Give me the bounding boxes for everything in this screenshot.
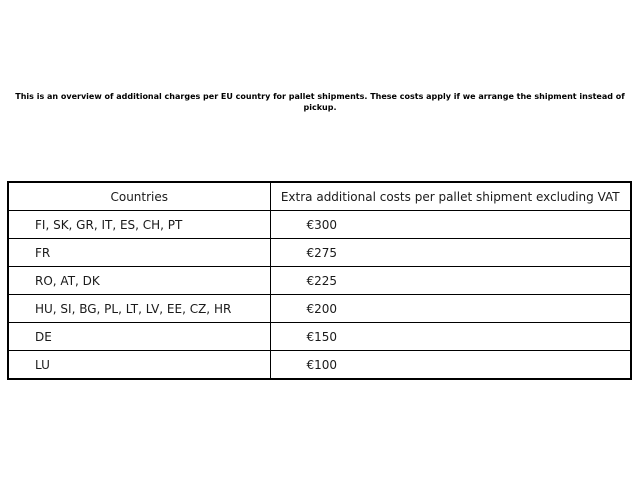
countries-cell: HU, SI, BG, PL, LT, LV, EE, CZ, HR <box>8 295 270 323</box>
page-caption: This is an overview of additional charges per EU country for pallet shipments. These costs apply if we arrange the shipment instead of pickup. <box>15 92 625 112</box>
cost-cell: €300 <box>270 211 631 239</box>
table-row <box>8 239 631 267</box>
cost-cell: €200 <box>270 295 631 323</box>
table-row <box>8 323 631 351</box>
cost-cell: €150 <box>270 323 631 351</box>
cost-cell: €225 <box>270 267 631 295</box>
countries-cell: FI, SK, GR, IT, ES, CH, PT <box>8 211 270 239</box>
table-row <box>8 351 631 380</box>
table-row <box>8 295 631 323</box>
countries-cell: LU <box>8 351 270 380</box>
extra-costs-column-header: Extra additional costs per pallet shipment excluding VAT <box>270 182 631 211</box>
cost-cell: €275 <box>270 239 631 267</box>
shipping-costs-table <box>7 181 632 380</box>
table-row <box>8 211 631 239</box>
countries-column-header: Countries <box>8 182 270 211</box>
countries-cell: DE <box>8 323 270 351</box>
table-row <box>8 267 631 295</box>
countries-cell: FR <box>8 239 270 267</box>
countries-cell: RO, AT, DK <box>8 267 270 295</box>
table-header-row <box>8 182 631 211</box>
cost-cell: €100 <box>270 351 631 380</box>
